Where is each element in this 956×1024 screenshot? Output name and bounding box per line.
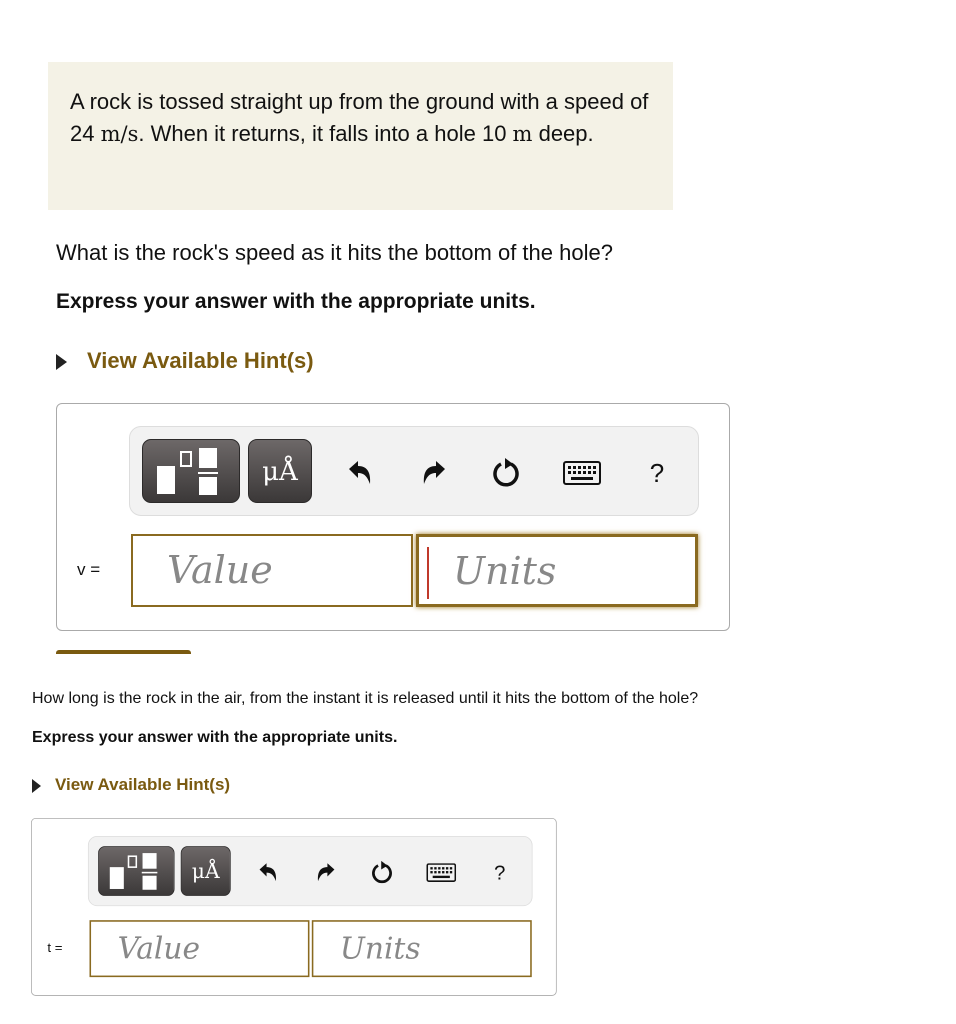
units-input[interactable]: Units — [312, 920, 532, 977]
part2-hint-toggle[interactable] — [32, 775, 230, 795]
templates-button[interactable] — [98, 846, 174, 896]
text-cursor — [427, 547, 429, 599]
part1-instruction: Express your answer with the appropriate units. — [56, 290, 536, 313]
keyboard-icon[interactable] — [426, 857, 457, 888]
hint-label: View Available Hint(s) — [87, 348, 314, 373]
part2-question: How long is the rock in the air, from the instant it is released until it hits the bottom of the hole? — [32, 690, 699, 707]
units-button[interactable]: μÅ — [181, 846, 231, 896]
problem-statement — [48, 62, 673, 210]
reset-icon[interactable] — [487, 453, 527, 493]
reset-icon[interactable] — [367, 857, 398, 888]
value-input[interactable]: Value — [90, 920, 310, 977]
value-input[interactable]: Value — [131, 534, 413, 607]
problem-text: deep. — [532, 121, 594, 146]
section-divider — [56, 650, 191, 654]
templates-button[interactable] — [142, 439, 240, 503]
units-placeholder: Units — [453, 549, 557, 593]
units-button[interactable]: μÅ — [248, 439, 312, 503]
problem-text: . When it returns, it falls into a hole 10 — [138, 121, 513, 146]
unit: m — [512, 122, 533, 146]
part1-answer-box — [56, 403, 730, 631]
caret-right-icon — [56, 354, 67, 370]
part1-hint-toggle[interactable] — [56, 348, 314, 374]
redo-icon[interactable] — [414, 453, 454, 493]
part1-question: What is the rock's speed as it hits the bottom of the hole? — [56, 240, 613, 265]
variable-label: v = — [77, 560, 101, 579]
caret-right-icon — [32, 779, 41, 793]
variable-label: t = — [47, 940, 63, 956]
math-toolbar — [129, 426, 699, 516]
part2-answer-box — [31, 818, 557, 996]
templates-icon — [143, 440, 241, 504]
hint-label: View Available Hint(s) — [55, 775, 231, 794]
templates-icon — [99, 847, 175, 897]
help-icon[interactable]: ? — [494, 860, 506, 884]
units-input[interactable] — [416, 534, 698, 607]
undo-icon[interactable] — [340, 453, 380, 493]
math-toolbar — [88, 836, 533, 906]
help-icon[interactable]: ? — [649, 457, 665, 488]
problem-text: A rock is tossed straight up from the ground with a speed of 24 — [70, 89, 649, 146]
part2-instruction: Express your answer with the appropriate units. — [32, 729, 398, 746]
keyboard-icon[interactable] — [562, 453, 602, 493]
redo-icon[interactable] — [310, 857, 341, 888]
undo-icon[interactable] — [253, 857, 284, 888]
unit: m/s — [100, 122, 139, 146]
